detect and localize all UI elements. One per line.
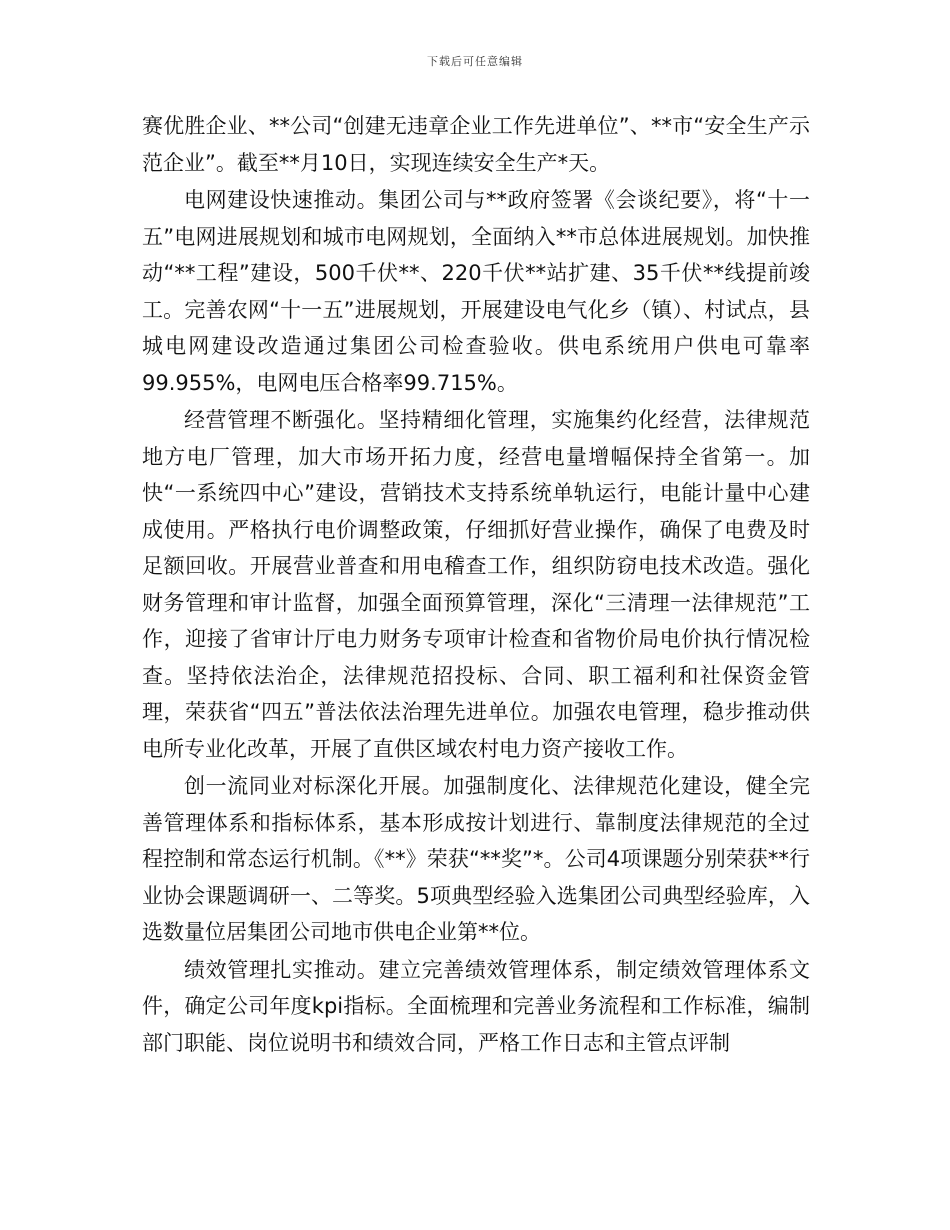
page-header: 下载后可任意编辑: [427, 55, 523, 68]
paragraph-operations-management: 经营管理不断强化。坚持精细化管理，实施集约化经营，法律规范地方电厂管理，加大市场开拓力度，经营电量增幅保持全省第一。加快“一系统四中心”建设，营销技术支持系统单轨运行，电能计量中心建成使用。严格执行电价调整政策，仔细抓好营业操作，确保了电费及时足额回收。开展营业普查和用电稽查工作，组织防窃电技术改造。强化财务管理和审计监督，加强全面预算管理，深化“三清理一法律规范”工作，迎接了省审计厅电力财务专项审计检查和省物价局电价执行情况检查。坚持依法治企，法律规范招投标、合同、职工福利和社保资金管理，荣获省“四五”普法依法治理先进单位。加强农电管理，稳步推动供电所专业化改革，开展了直供区域农村电力资产接收工作。: [142, 408, 810, 761]
document-body: [142, 108, 810, 1062]
paragraph-benchmarking: 创一流同业对标深化开展。加强制度化、法律规范化建设，健全完善管理体系和指标体系，基本形成按计划进行、靠制度法律规范的全过程控制和常态运行机制。《**》荣获“**奖”*。公司4项课题分别荣获**行业协会课题调研一、二等奖。5项典型经验入选集团公司典型经验库，入选数量位居集团公司地市供电企业第**位。: [142, 774, 810, 944]
paragraph-grid-construction: 电网建设快速推动。集团公司与**政府签署《会谈纪要》，将“十一五”电网进展规划和城市电网规划，全面纳入**市总体进展规划。加快推动“**工程”建设，500千伏**、220千伏**站扩建、35千伏**线提前竣工。完善农网“十一五”进展规划，开展建设电气化乡（镇）、村试点，县城电网建设改造通过集团公司检查验收。供电系统用户供电可靠率99.955%，电网电压合格率99.715%。: [142, 188, 810, 395]
paragraph-continuation: 赛优胜企业、**公司“创建无违章企业工作先进单位”、**市“安全生产示范企业”。截至**月10日，实现连续安全生产*天。: [142, 114, 810, 175]
paragraph-performance-management: 绩效管理扎实推动。建立完善绩效管理体系，制定绩效管理体系文件，确定公司年度kpi指标。全面梳理和完善业务流程和工作标准，编制部门职能、岗位说明书和绩效合同，严格工作日志和主管点评制: [142, 957, 810, 1055]
